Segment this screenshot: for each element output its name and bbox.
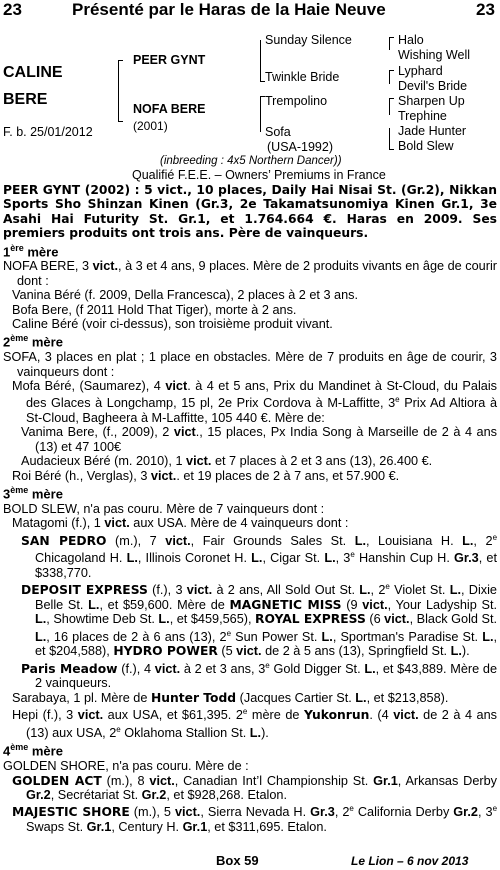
qualification-note: Qualifié F.E.E. – Owners’ Premiums in France bbox=[132, 168, 386, 182]
lot-number-right: 23 bbox=[476, 0, 495, 19]
mere3-produce-san-pedro: SAN PEDRO (m.), 7 vict., Fair Grounds Sales St. L., Louisiana H. L., 2e Chicagoland H. L., Illinois Coronet H. L., Cigar St. L., 3e Hanshin Cup H. Gr.3, et $338,770. bbox=[21, 532, 498, 580]
bracket-line bbox=[260, 40, 261, 81]
ggs-8: Bold Slew bbox=[398, 139, 454, 153]
bracket-line bbox=[389, 70, 394, 71]
ggs-1: Halo bbox=[398, 33, 424, 47]
section-heading-4: 4ème mère bbox=[3, 742, 63, 759]
grandsire-4: Sofa bbox=[265, 125, 291, 139]
mere3-produce-hepi: Hepi (f.), 3 vict. aux USA, et $61,395. 2e mère de Yukonrun. (4 vict. de 2 à 4 ans (13) aux USA, 2e Oklahoma Stallion St. L.). bbox=[12, 707, 498, 741]
grandsire-1: Sunday Silence bbox=[265, 33, 352, 47]
mere3-produce-matagomi: Matagomi (f.), 1 vict. aux USA. Mère de 4 vainqueurs dont : bbox=[12, 516, 349, 531]
horse-details: F. b. 25/01/2012 bbox=[3, 125, 93, 139]
horse-name-line2: BERE bbox=[3, 91, 48, 108]
mere2-produce-vanima: Vanima Bere, (f., 2009), 2 vict., 15 places, Px India Song à Marseille de 2 à 4 ans (13) et 47 100€ bbox=[21, 425, 497, 454]
section-heading-1: 1ère mère bbox=[3, 242, 59, 259]
mere3-produce-sarabaya: Sarabaya, 1 pl. Mère de Hunter Todd (Jacques Cartier St. L., et $213,858). bbox=[12, 690, 449, 705]
lot-number-left: 23 bbox=[3, 0, 22, 19]
section-heading-3: 3ème mère bbox=[3, 485, 63, 502]
bracket-line bbox=[260, 96, 261, 132]
grandsire-2: Twinkle Bride bbox=[265, 70, 340, 84]
grandsire-4-note: (USA-1992) bbox=[267, 140, 333, 154]
bracket-line bbox=[118, 60, 119, 121]
mere2-produce-audacieux: Audacieux Béré (m. 2010), 1 vict. et 7 places à 2 et 3 ans (13), 26.400 €. bbox=[21, 454, 433, 469]
dam-year: (2001) bbox=[133, 119, 168, 133]
mere1-intro: NOFA BERE, 3 vict., à 3 et 4 ans, 9 places. Mère de 2 produits vivants en âge de courir dont : bbox=[3, 259, 497, 288]
inbreeding-note: (inbreeding : 4x5 Northern Dancer)) bbox=[160, 155, 342, 167]
mere2-produce-roi: Roi Béré (h., Verglas), 3 vict.. et 19 places de 2 à 7 ans, et 57.900 €. bbox=[12, 468, 400, 483]
bracket-line bbox=[389, 149, 394, 150]
ggs-2: Wishing Well bbox=[398, 48, 471, 62]
mere1-produce-3: Caline Béré (voir ci-dessus), son troisième produit vivant. bbox=[12, 316, 333, 331]
mere2-produce-mofa: Mofa Béré, (Saumarez), 4 vict. à 4 et 5 ans, Prix du Mandinet à St-Cloud, du Palais des Glaces à Longchamp, 15 pl, 2e Prix Cordova à M-Laffitte, 3e Prix Ad Altiora à St-Cloud, Bagheera à M-Laffitte, 105 440 €. Mère de: bbox=[12, 378, 497, 425]
sire-paragraph: PEER GYNT (2002) : 5 vict., 10 places, Daily Hai Nisai St. (Gr.2), Nikkan Sports Sho Shinzan Kinen (Gr.3, 2e Takamatsunomiya Kinen Gr.1, 3e Asahi Hai Futurity St. Gr.1, et 1.764.664 €. Haras en 2009. Ses premiers produits ont trois ans. Père de vainqueurs. bbox=[3, 183, 497, 241]
mere4-produce-golden-act: GOLDEN ACT (m.), 8 vict., Canadian Int’l Championship St. Gr.1, Arkansas Derby Gr.2, Secrétariat St. Gr.2, et $928,268. Etalon. bbox=[12, 773, 497, 803]
bracket-line bbox=[118, 121, 123, 122]
pedigree-text bbox=[3, 183, 497, 834]
mere2-intro: SOFA, 3 places en plat ; 1 place en obstacles. Mère de 7 produits en âge de courir, 3 vainqueurs dont : bbox=[3, 350, 497, 379]
mere3-produce-deposit-express: DEPOSIT EXPRESS (f.), 3 vict. à 2 ans, All Sold Out St. L., 2e Violet St. L., Dixie Belle St. L., et $59,600. Mère de MAGNETIC MISS (9 vict., Your Ladyship St. L., Showtime Deb St. L., et $459,565), ROYAL EXPRESS (6 vict., Black Gold St. L., 16 places de 2 à 6 ans (13), 2e Sun Power St. L., Sportman's Paradise St. L., et $204,588), HYDRO POWER (5 vict. de 2 à 5 ans (13), Springfield St. L.). bbox=[21, 582, 498, 659]
box-number: Box 59 bbox=[216, 853, 259, 868]
grandsire-3: Trempolino bbox=[265, 94, 328, 108]
section-heading-2: 2ème mère bbox=[3, 333, 63, 350]
page-title: Présenté par le Haras de la Haie Neuve bbox=[72, 0, 386, 19]
ggs-4: Devil's Bride bbox=[398, 79, 468, 93]
mere3-produce-paris-meadow: Paris Meadow (f.), 4 vict. à 2 et 3 ans, 3e Gold Digger St. L., et $43,889. Mère de 2 vainqueurs. bbox=[21, 660, 497, 691]
horse-name-line1: CALINE bbox=[3, 64, 63, 81]
ggs-3: Lyphard bbox=[398, 64, 443, 78]
mere1-produce-2: Bofa Bere, (f 2011 Hold That Tiger), morte à 2 ans. bbox=[12, 302, 297, 317]
dam-name: NOFA BERE bbox=[133, 102, 206, 116]
mere1-produce-1: Vanina Béré (f. 2009, Della Francesca), 2 places à 2 et 3 ans. bbox=[12, 288, 359, 303]
ggs-5: Sharpen Up bbox=[398, 94, 465, 108]
bracket-line bbox=[118, 60, 123, 61]
source-date: Le Lion – 6 nov 2013 bbox=[351, 854, 469, 868]
bracket-line bbox=[389, 37, 394, 38]
bracket-line bbox=[389, 37, 390, 50]
ggs-7: Jade Hunter bbox=[398, 124, 467, 138]
mere4-produce-majestic-shore: MAJESTIC SHORE (m.), 5 vict., Sierra Nevada H. Gr.3, 2e California Derby Gr.2, 3e Swaps St. Gr.1, Century H. Gr.1, et $311,695. Etalon. bbox=[12, 804, 498, 835]
ggs-6: Trephine bbox=[398, 109, 447, 123]
bracket-line bbox=[389, 70, 390, 84]
mere4-intro: GOLDEN SHORE, n'a pas couru. Mère de : bbox=[3, 759, 249, 774]
bracket-line bbox=[389, 98, 390, 115]
sire-name: PEER GYNT bbox=[133, 53, 206, 67]
mere3-intro: BOLD SLEW, n'a pas couru. Mère de 7 vainqueurs dont : bbox=[3, 501, 325, 516]
bracket-line bbox=[389, 128, 390, 149]
bracket-line bbox=[389, 98, 394, 99]
